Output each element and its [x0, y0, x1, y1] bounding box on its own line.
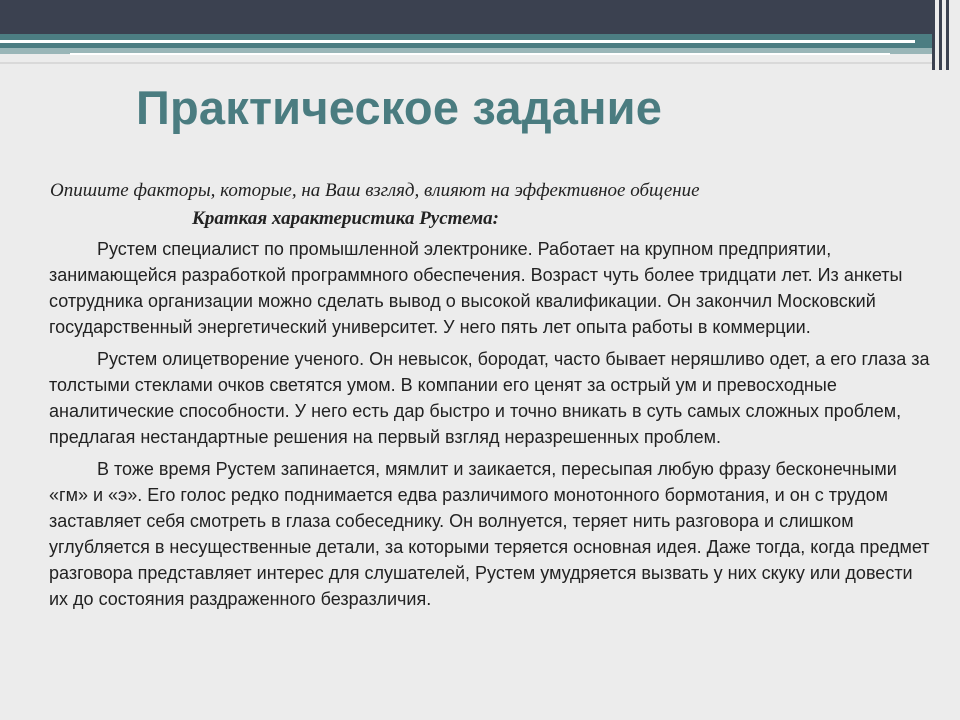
header-divider-line [0, 62, 960, 64]
section-heading: Краткая характеристика Рустема: [192, 208, 500, 229]
slide-title: Практическое задание [136, 81, 663, 134]
body-text [49, 236, 935, 618]
task-subtitle: Опишите факторы, которые, на Ваш взгляд, влияют на эффективное общение [50, 180, 700, 201]
header-white-stripe [0, 40, 915, 43]
header-dark-bar [0, 0, 960, 34]
paragraph-2: Рустем олицетворение ученого. Он невысок, бородат, часто бывает неряшливо одет, а его глаза за толстыми стеклами очков светятся умом. В компании его ценят за острый ум и превосходные аналитические способности. У него есть дар быстро и точно вникать в суть самых сложных проблем, предлагая нестандартные решения на первый взгляд неразрешенных проблем. [49, 349, 930, 447]
paragraph-1: Рустем специалист по промышленной электронике. Работает на крупном предприятии, занимающейся разработкой программного обеспечения. Возраст чуть более тридцати лет. Из анкеты сотрудника организации можно сделать вывод о высокой квалификации. Он закончил Московский государственный энергетический университет. У него пять лет опыта работы в коммерции. [49, 239, 903, 337]
paragraph-3: В тоже время Рустем запинается, мямлит и заикается, пересыпая любую фразу бесконечными «гм» и «э». Его голос редко поднимается едва различимого монотонного бормотания, и он с трудом заставляет себя смотреть в глаза собеседнику. Он волнуется, теряет нить разговора и слишком углубляется в несущественные детали, за которыми теряется основная идея. Даже тогда, когда предмет разговора представляет интерес для слушателей, Рустем умудряется вызвать у них скуку или довести их до состояния раздраженного безразличия. [49, 459, 930, 609]
corner-decoration [932, 0, 960, 70]
header-white-stripe-short [70, 53, 890, 55]
